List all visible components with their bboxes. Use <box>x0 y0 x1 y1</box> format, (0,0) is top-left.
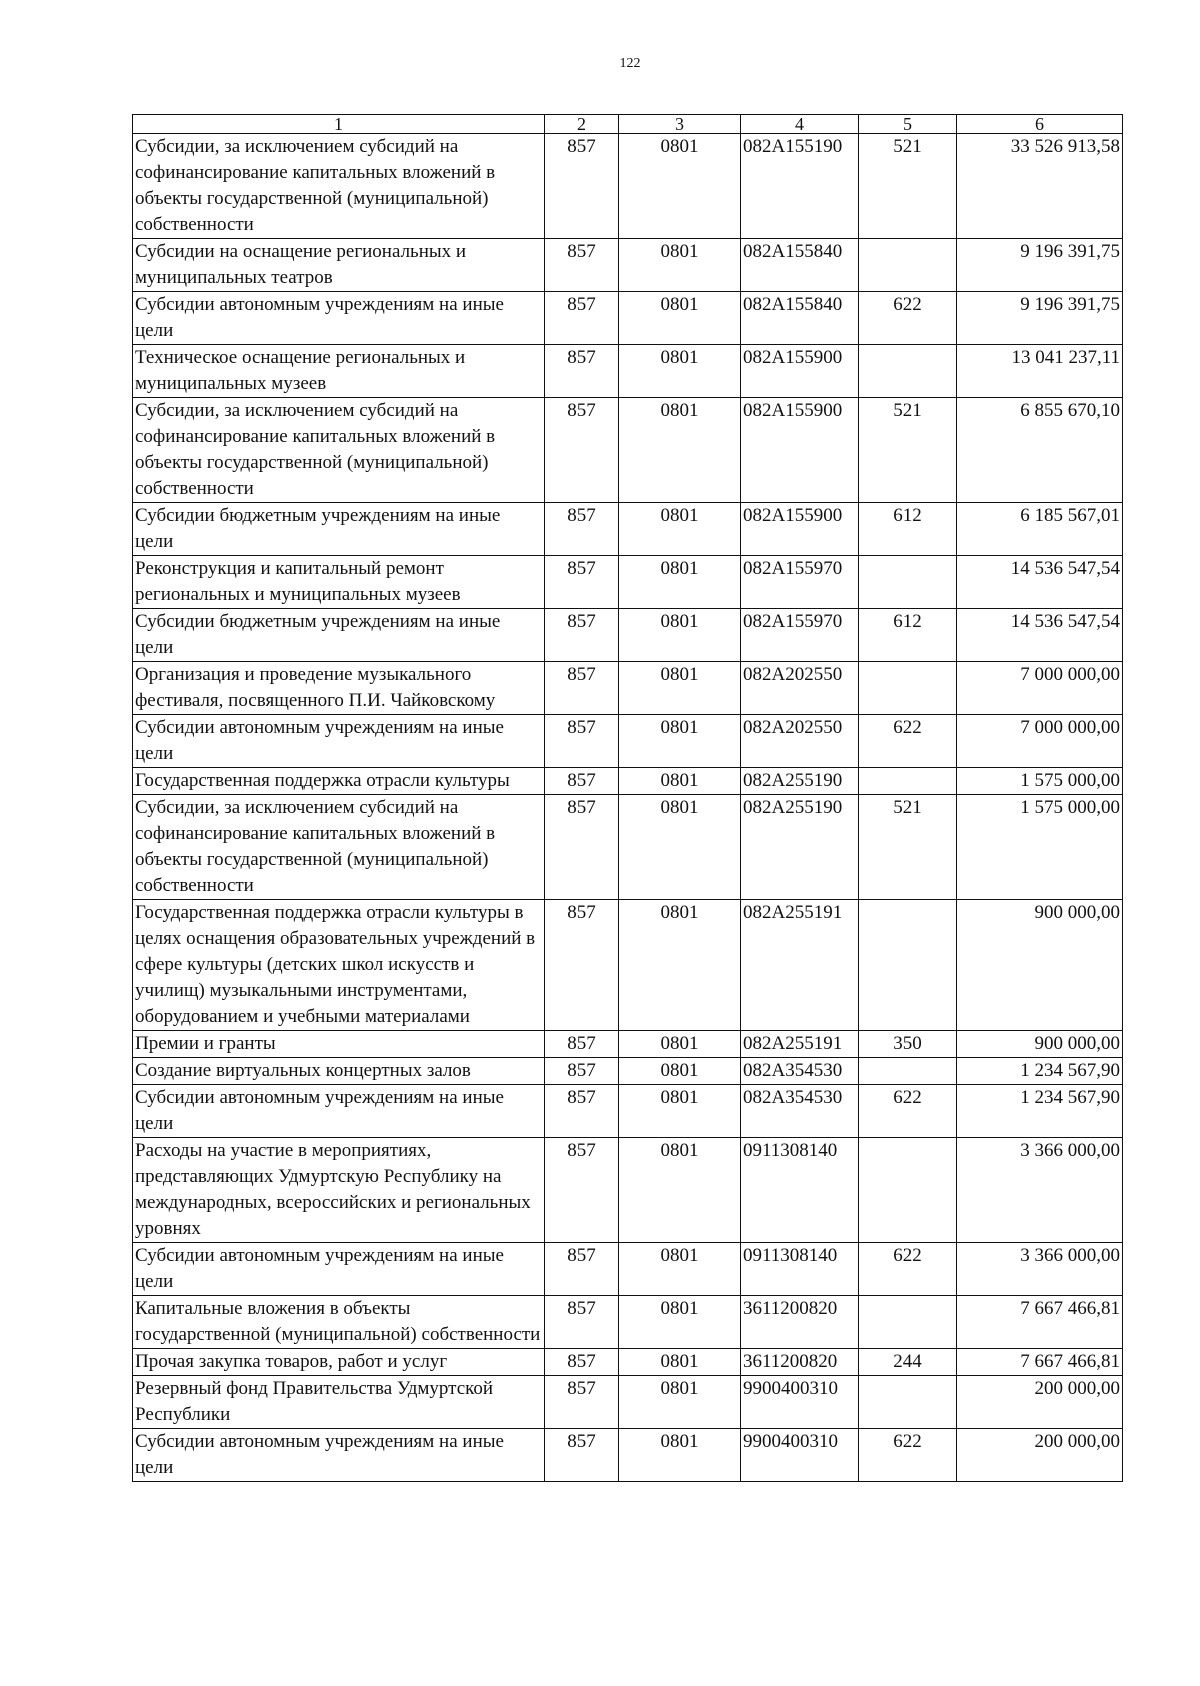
row-sum-cell: 1 234 567,90 <box>957 1085 1123 1138</box>
row-kcsr-cell: 0911308140 <box>741 1243 859 1296</box>
row-sum-cell: 200 000,00 <box>957 1376 1123 1429</box>
row-sum-cell: 14 536 547,54 <box>957 556 1123 609</box>
row-vr-cell <box>859 1138 957 1243</box>
row-ved-cell: 857 <box>545 1058 619 1085</box>
table-row <box>133 1349 1123 1376</box>
row-name-cell: Техническое оснащение региональных и муниципальных музеев <box>133 345 545 398</box>
row-kcsr-cell: 082A354530 <box>741 1085 859 1138</box>
row-name-cell: Субсидии автономным учреждениям на иные цели <box>133 1429 545 1482</box>
row-razdel-cell: 0801 <box>619 398 741 503</box>
row-name-cell: Субсидии автономным учреждениям на иные цели <box>133 715 545 768</box>
row-vr-cell: 244 <box>859 1349 957 1376</box>
row-kcsr-cell: 082A354530 <box>741 1058 859 1085</box>
row-name-cell: Субсидии, за исключением субсидий на софинансирование капитальных вложений в объекты государственной (муниципальной) собственности <box>133 398 545 503</box>
row-ved-cell: 857 <box>545 609 619 662</box>
row-kcsr-cell: 082A255191 <box>741 900 859 1031</box>
row-name-cell: Государственная поддержка отрасли культуры <box>133 768 545 795</box>
row-sum-cell: 7 667 466,81 <box>957 1296 1123 1349</box>
row-name-cell: Субсидии автономным учреждениям на иные цели <box>133 292 545 345</box>
row-ved-cell: 857 <box>545 1138 619 1243</box>
table-row <box>133 1058 1123 1085</box>
row-razdel-cell: 0801 <box>619 1031 741 1058</box>
row-razdel-cell: 0801 <box>619 239 741 292</box>
row-ved-cell: 857 <box>545 1429 619 1482</box>
row-kcsr-cell: 082A255191 <box>741 1031 859 1058</box>
row-ved-cell: 857 <box>545 1349 619 1376</box>
row-kcsr-cell: 082A255190 <box>741 795 859 900</box>
row-ved-cell: 857 <box>545 662 619 715</box>
row-razdel-cell: 0801 <box>619 1296 741 1349</box>
row-vr-cell <box>859 1296 957 1349</box>
row-vr-cell: 521 <box>859 398 957 503</box>
row-ved-cell: 857 <box>545 1376 619 1429</box>
row-sum-cell: 33 526 913,58 <box>957 134 1123 239</box>
table-row <box>133 345 1123 398</box>
row-kcsr-cell: 082A202550 <box>741 662 859 715</box>
row-kcsr-cell: 082A155970 <box>741 609 859 662</box>
row-name-cell: Премии и гранты <box>133 1031 545 1058</box>
table-row <box>133 1429 1123 1482</box>
table-row <box>133 900 1123 1031</box>
column-header: 5 <box>859 115 957 134</box>
row-razdel-cell: 0801 <box>619 134 741 239</box>
table-row <box>133 556 1123 609</box>
row-vr-cell <box>859 662 957 715</box>
row-sum-cell: 7 667 466,81 <box>957 1349 1123 1376</box>
table-row <box>133 1376 1123 1429</box>
row-vr-cell: 622 <box>859 1243 957 1296</box>
column-header: 2 <box>545 115 619 134</box>
row-vr-cell <box>859 1058 957 1085</box>
row-kcsr-cell: 082A155970 <box>741 556 859 609</box>
row-razdel-cell: 0801 <box>619 1243 741 1296</box>
row-vr-cell: 612 <box>859 503 957 556</box>
row-sum-cell: 13 041 237,11 <box>957 345 1123 398</box>
row-ved-cell: 857 <box>545 1243 619 1296</box>
row-name-cell: Организация и проведение музыкального фестиваля, посвященного П.И. Чайковскому <box>133 662 545 715</box>
row-ved-cell: 857 <box>545 398 619 503</box>
row-razdel-cell: 0801 <box>619 795 741 900</box>
column-number-row <box>133 115 1123 134</box>
row-name-cell: Субсидии на оснащение региональных и муниципальных театров <box>133 239 545 292</box>
row-kcsr-cell: 082A155840 <box>741 239 859 292</box>
row-razdel-cell: 0801 <box>619 556 741 609</box>
row-vr-cell: 622 <box>859 715 957 768</box>
row-sum-cell: 900 000,00 <box>957 1031 1123 1058</box>
row-razdel-cell: 0801 <box>619 768 741 795</box>
row-ved-cell: 857 <box>545 715 619 768</box>
page-number: 122 <box>619 56 641 71</box>
row-razdel-cell: 0801 <box>619 503 741 556</box>
row-razdel-cell: 0801 <box>619 662 741 715</box>
table-row <box>133 1296 1123 1349</box>
row-name-cell: Расходы на участие в мероприятиях, представляющих Удмуртскую Республику на международных, всероссийских и региональных уровнях <box>133 1138 545 1243</box>
row-kcsr-cell: 082A155900 <box>741 398 859 503</box>
row-ved-cell: 857 <box>545 795 619 900</box>
row-sum-cell: 9 196 391,75 <box>957 292 1123 345</box>
row-vr-cell <box>859 239 957 292</box>
table-row <box>133 1243 1123 1296</box>
row-name-cell: Субсидии бюджетным учреждениям на иные цели <box>133 503 545 556</box>
row-ved-cell: 857 <box>545 768 619 795</box>
column-header: 1 <box>133 115 545 134</box>
table-row <box>133 768 1123 795</box>
row-sum-cell: 1 575 000,00 <box>957 768 1123 795</box>
row-ved-cell: 857 <box>545 1296 619 1349</box>
row-vr-cell <box>859 1376 957 1429</box>
table-row <box>133 239 1123 292</box>
row-razdel-cell: 0801 <box>619 1349 741 1376</box>
row-name-cell: Субсидии автономным учреждениям на иные цели <box>133 1243 545 1296</box>
row-vr-cell: 521 <box>859 795 957 900</box>
row-sum-cell: 7 000 000,00 <box>957 662 1123 715</box>
row-razdel-cell: 0801 <box>619 609 741 662</box>
row-name-cell: Субсидии, за исключением субсидий на софинансирование капитальных вложений в объекты государственной (муниципальной) собственности <box>133 134 545 239</box>
row-name-cell: Капитальные вложения в объекты государственной (муниципальной) собственности <box>133 1296 545 1349</box>
row-kcsr-cell: 0911308140 <box>741 1138 859 1243</box>
row-vr-cell <box>859 556 957 609</box>
row-vr-cell: 521 <box>859 134 957 239</box>
table-row <box>133 1031 1123 1058</box>
table-row <box>133 715 1123 768</box>
table-row <box>133 609 1123 662</box>
row-razdel-cell: 0801 <box>619 1376 741 1429</box>
row-kcsr-cell: 082A202550 <box>741 715 859 768</box>
row-sum-cell: 200 000,00 <box>957 1429 1123 1482</box>
row-ved-cell: 857 <box>545 1031 619 1058</box>
row-vr-cell <box>859 345 957 398</box>
row-name-cell: Субсидии бюджетным учреждениям на иные цели <box>133 609 545 662</box>
row-vr-cell: 622 <box>859 292 957 345</box>
row-sum-cell: 900 000,00 <box>957 900 1123 1031</box>
table-row <box>133 398 1123 503</box>
row-razdel-cell: 0801 <box>619 1138 741 1243</box>
row-razdel-cell: 0801 <box>619 715 741 768</box>
row-ved-cell: 857 <box>545 556 619 609</box>
row-razdel-cell: 0801 <box>619 1058 741 1085</box>
row-name-cell: Государственная поддержка отрасли культуры в целях оснащения образовательных учреждений в сфере культуры (детских школ искусств и училищ) музыкальными инструментами, оборудованием и учебными материалами <box>133 900 545 1031</box>
row-sum-cell: 6 185 567,01 <box>957 503 1123 556</box>
table-row <box>133 795 1123 900</box>
column-header: 4 <box>741 115 859 134</box>
row-sum-cell: 14 536 547,54 <box>957 609 1123 662</box>
column-header: 3 <box>619 115 741 134</box>
table-row <box>133 134 1123 239</box>
row-vr-cell <box>859 768 957 795</box>
table-body <box>133 134 1123 1482</box>
row-name-cell: Прочая закупка товаров, работ и услуг <box>133 1349 545 1376</box>
row-kcsr-cell: 082A155840 <box>741 292 859 345</box>
row-sum-cell: 1 234 567,90 <box>957 1058 1123 1085</box>
row-razdel-cell: 0801 <box>619 1085 741 1138</box>
row-sum-cell: 9 196 391,75 <box>957 239 1123 292</box>
row-name-cell: Субсидии, за исключением субсидий на софинансирование капитальных вложений в объекты государственной (муниципальной) собственности <box>133 795 545 900</box>
row-kcsr-cell: 3611200820 <box>741 1296 859 1349</box>
row-name-cell: Субсидии автономным учреждениям на иные цели <box>133 1085 545 1138</box>
table-row <box>133 503 1123 556</box>
row-kcsr-cell: 9900400310 <box>741 1376 859 1429</box>
row-vr-cell: 622 <box>859 1085 957 1138</box>
row-sum-cell: 3 366 000,00 <box>957 1138 1123 1243</box>
column-header: 6 <box>957 115 1123 134</box>
row-ved-cell: 857 <box>545 134 619 239</box>
row-razdel-cell: 0801 <box>619 292 741 345</box>
row-ved-cell: 857 <box>545 239 619 292</box>
row-razdel-cell: 0801 <box>619 1429 741 1482</box>
row-sum-cell: 1 575 000,00 <box>957 795 1123 900</box>
row-kcsr-cell: 082A155900 <box>741 345 859 398</box>
row-kcsr-cell: 3611200820 <box>741 1349 859 1376</box>
row-name-cell: Создание виртуальных концертных залов <box>133 1058 545 1085</box>
row-vr-cell: 350 <box>859 1031 957 1058</box>
row-kcsr-cell: 9900400310 <box>741 1429 859 1482</box>
table-row <box>133 1085 1123 1138</box>
row-name-cell: Реконструкция и капитальный ремонт региональных и муниципальных музеев <box>133 556 545 609</box>
row-sum-cell: 7 000 000,00 <box>957 715 1123 768</box>
row-ved-cell: 857 <box>545 292 619 345</box>
row-razdel-cell: 0801 <box>619 345 741 398</box>
row-kcsr-cell: 082A155900 <box>741 503 859 556</box>
row-vr-cell: 612 <box>859 609 957 662</box>
row-sum-cell: 3 366 000,00 <box>957 1243 1123 1296</box>
row-ved-cell: 857 <box>545 900 619 1031</box>
row-ved-cell: 857 <box>545 1085 619 1138</box>
row-sum-cell: 6 855 670,10 <box>957 398 1123 503</box>
row-kcsr-cell: 082A155190 <box>741 134 859 239</box>
row-razdel-cell: 0801 <box>619 900 741 1031</box>
row-kcsr-cell: 082A255190 <box>741 768 859 795</box>
table-row <box>133 292 1123 345</box>
row-vr-cell <box>859 900 957 1031</box>
budget-table <box>132 114 1123 1482</box>
row-vr-cell: 622 <box>859 1429 957 1482</box>
table-row <box>133 1138 1123 1243</box>
row-name-cell: Резервный фонд Правительства Удмуртской Республики <box>133 1376 545 1429</box>
row-ved-cell: 857 <box>545 503 619 556</box>
table-row <box>133 662 1123 715</box>
row-ved-cell: 857 <box>545 345 619 398</box>
